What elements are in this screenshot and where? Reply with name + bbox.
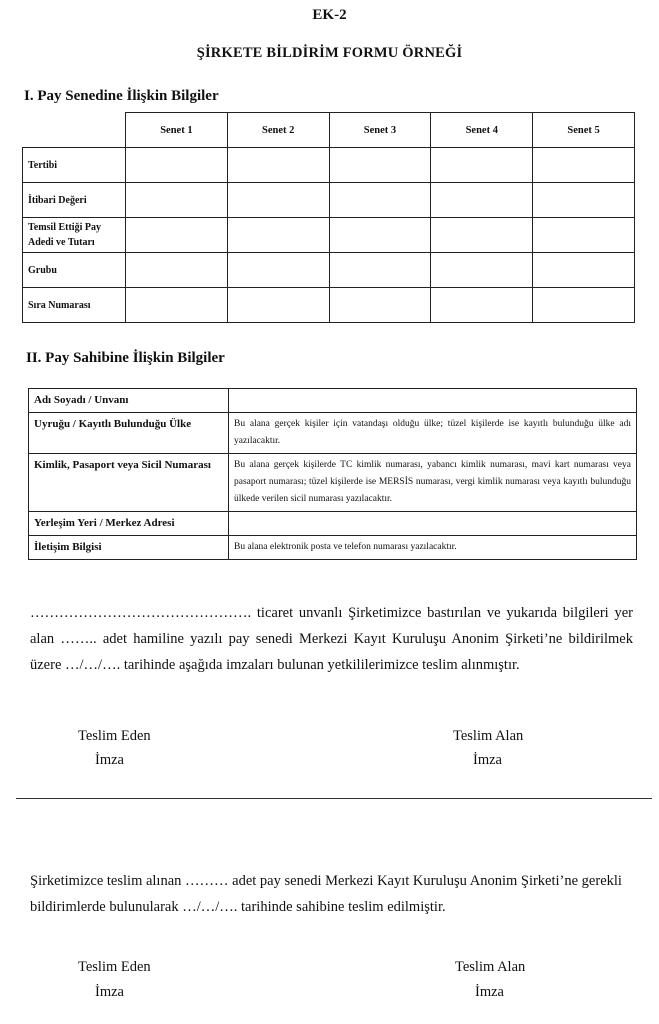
input-cell[interactable] (227, 148, 329, 183)
input-cell[interactable] (431, 148, 533, 183)
column-header: Senet 2 (227, 113, 329, 148)
input-cell[interactable] (431, 183, 533, 218)
divider (16, 798, 652, 799)
received-by-label: Teslim Alan (453, 728, 524, 744)
row-label: Yerleşim Yeri / Merkez Adresi (29, 512, 229, 536)
input-cell[interactable] (227, 253, 329, 288)
input-cell[interactable] (533, 183, 635, 218)
form-title: ŞİRKETE BİLDİRİM FORMU ÖRNEĞİ (196, 45, 463, 61)
input-cell[interactable] (126, 218, 228, 253)
table-header-row (23, 113, 635, 148)
row-label: İletişim Bilgisi (29, 536, 229, 560)
received-by-signature: İmza (473, 752, 502, 768)
receipt-paragraph: ………………………………………. ticaret unvanlı Şirketimizce bastırılan ve yukarıda bilgileri yer alan …….. adet hamiline yazılı pay senedi Merkezi Kayıt Kuruluşu Anonim Şirketi’ne bildirilmek üzere …/…/…. tarihinde aşağıda imzaları bulunan yetkililerimizce teslim alınmıştır. (30, 605, 633, 673)
column-header: Senet 1 (126, 113, 228, 148)
table-row (23, 253, 635, 288)
row-label: İtibari Değeri (23, 183, 126, 218)
row-label: Uyruğu / Kayıtlı Bulunduğu Ülke (29, 413, 229, 454)
input-cell[interactable] (533, 253, 635, 288)
table-row (29, 389, 637, 413)
table-row (23, 288, 635, 323)
shareholder-table (28, 388, 637, 560)
input-cell[interactable] (329, 218, 431, 253)
share-certificate-table (22, 112, 635, 323)
input-cell[interactable] (329, 288, 431, 323)
input-cell[interactable] (126, 183, 228, 218)
table-row (29, 413, 637, 454)
input-cell[interactable] (431, 218, 533, 253)
row-label: Tertibi (23, 148, 126, 183)
input-cell[interactable] (329, 148, 431, 183)
table-row (23, 183, 635, 218)
input-cell[interactable] (126, 288, 228, 323)
delivered-by-signature: İmza (95, 752, 124, 768)
row-label: Temsil Ettiği Pay Adedi ve Tutarı (23, 218, 126, 253)
table-row (23, 218, 635, 253)
row-label: Kimlik, Pasaport veya Sicil Numarası (29, 454, 229, 512)
input-cell[interactable] (329, 183, 431, 218)
delivered-by-label: Teslim Eden (78, 959, 151, 975)
value-cell[interactable] (229, 389, 637, 413)
table-row (23, 148, 635, 183)
delivered-by-label: Teslim Eden (78, 728, 151, 744)
input-cell[interactable] (227, 183, 329, 218)
input-cell[interactable] (533, 218, 635, 253)
value-cell[interactable]: Bu alana gerçek kişilerde TC kimlik numarası, yabancı kimlik numarası, mavi kart numarası veya pasaport numarası; tüzel kişilerde ise MERSİS numarası, vergi kimlik numarası veya kayıtlı bulunduğu ülkede verilen sicil numarası yazılacaktır. (229, 454, 637, 512)
value-cell[interactable] (229, 512, 637, 536)
received-by-label: Teslim Alan (455, 959, 526, 975)
input-cell[interactable] (329, 253, 431, 288)
received-by-signature: İmza (475, 984, 504, 1000)
input-cell[interactable] (431, 288, 533, 323)
return-paragraph: Şirketimizce teslim alınan ……… adet pay senedi Merkezi Kayıt Kuruluşu Anonim Şirketi’ne gerekli bildirimlerde bulunularak …/…/…. tarihinde sahibine teslim edilmiştir. (30, 873, 622, 915)
table-row (29, 512, 637, 536)
row-label: Grubu (23, 253, 126, 288)
row-label: Sıra Numarası (23, 288, 126, 323)
delivered-by-signature: İmza (95, 984, 124, 1000)
input-cell[interactable] (533, 148, 635, 183)
table-row (29, 536, 637, 560)
input-cell[interactable] (533, 288, 635, 323)
input-cell[interactable] (227, 218, 329, 253)
annex-label: EK-2 (312, 7, 347, 23)
input-cell[interactable] (126, 253, 228, 288)
input-cell[interactable] (126, 148, 228, 183)
input-cell[interactable] (227, 288, 329, 323)
table-row (29, 454, 637, 512)
section2-title: II. Pay Sahibine İlişkin Bilgiler (26, 350, 225, 366)
column-header: Senet 3 (329, 113, 431, 148)
value-cell[interactable]: Bu alana gerçek kişiler için vatandaşı olduğu ülke; tüzel kişilerde ise kayıtlı bulunduğu ülke adı yazılacaktır. (229, 413, 637, 454)
column-header: Senet 4 (431, 113, 533, 148)
row-label: Adı Soyadı / Unvanı (29, 389, 229, 413)
column-header: Senet 5 (533, 113, 635, 148)
value-cell[interactable]: Bu alana elektronik posta ve telefon numarası yazılacaktır. (229, 536, 637, 560)
table-corner (23, 113, 126, 148)
section1-title: I. Pay Senedine İlişkin Bilgiler (24, 88, 219, 104)
input-cell[interactable] (431, 253, 533, 288)
